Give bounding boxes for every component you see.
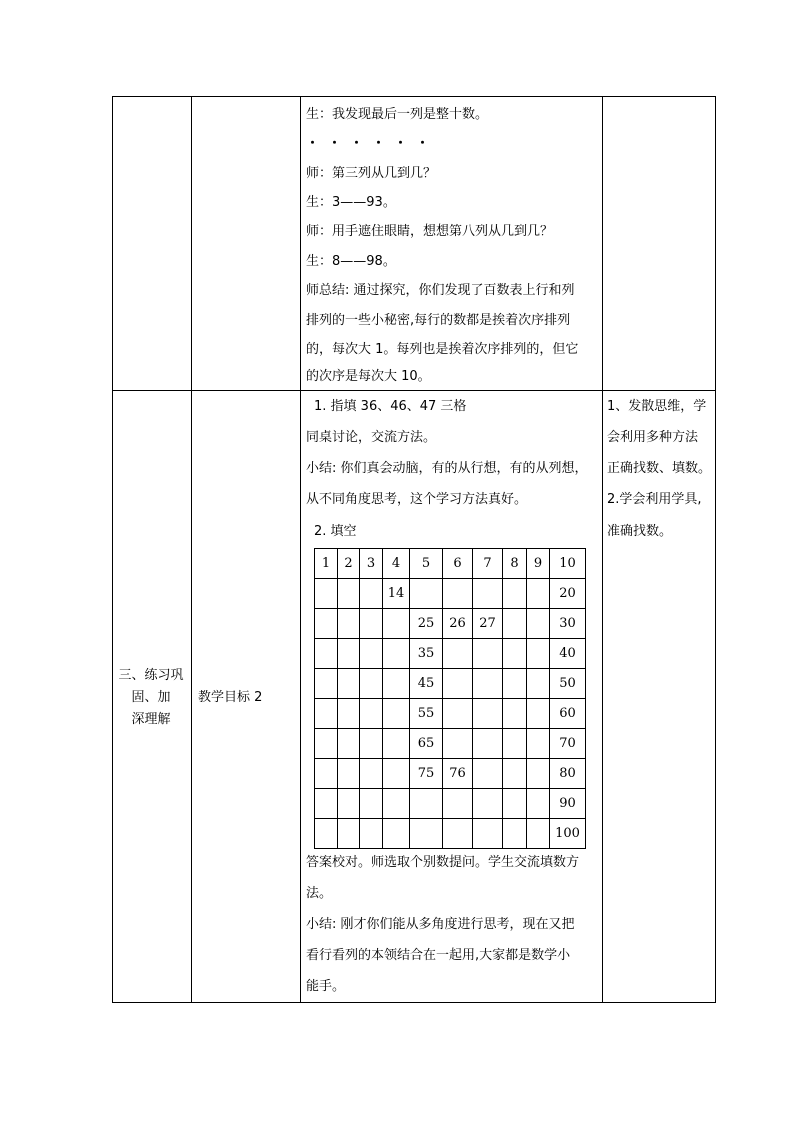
grid-cell-blank	[338, 579, 360, 609]
grid-cell-blank	[410, 579, 443, 609]
grid-cell-blank	[527, 789, 550, 819]
grid-cell: 7	[473, 549, 503, 579]
grid-cell-blank	[473, 579, 503, 609]
grid-cell: 20	[550, 579, 586, 609]
grid-cell: 30	[550, 609, 586, 639]
intent-line: 正确找数、填数。	[607, 461, 712, 476]
grid-row	[315, 609, 586, 639]
grid-cell-blank	[338, 699, 360, 729]
column-divider-3	[602, 96, 603, 1002]
grid-row	[315, 549, 586, 579]
grid-cell-blank	[383, 609, 410, 639]
grid-cell: 3	[360, 549, 383, 579]
grid-cell-blank	[315, 729, 338, 759]
grid-cell-blank	[443, 729, 473, 759]
grid-cell: 2	[338, 549, 360, 579]
grid-row	[315, 759, 586, 789]
grid-cell-blank	[315, 699, 338, 729]
grid-cell-blank	[338, 759, 360, 789]
grid-cell: 35	[410, 639, 443, 669]
grid-cell: 90	[550, 789, 586, 819]
grid-cell-blank	[383, 789, 410, 819]
grid-cell: 70	[550, 729, 586, 759]
grid-cell-blank	[473, 729, 503, 759]
grid-cell: 100	[550, 819, 586, 849]
grid-cell: 40	[550, 639, 586, 669]
grid-cell-blank	[360, 819, 383, 849]
grid-cell-blank	[473, 669, 503, 699]
process-line: 师：用手遮住眼睛，想想第八列从几到几？	[306, 224, 554, 239]
process-line: 看行看列的本领结合在一起用,大家都是数学小	[306, 948, 571, 963]
grid-cell: 75	[410, 759, 443, 789]
process-line: 师总结: 通过探究，你们发现了百数表上行和列	[306, 283, 575, 298]
grid-cell-blank	[473, 639, 503, 669]
grid-cell-blank	[338, 639, 360, 669]
grid-cell-blank	[360, 729, 383, 759]
grid-cell-blank	[383, 729, 410, 759]
table-right-border	[715, 96, 716, 1002]
grid-cell-blank	[503, 729, 527, 759]
grid-cell-blank	[338, 669, 360, 699]
grid-row	[315, 669, 586, 699]
grid-cell-blank	[527, 699, 550, 729]
grid-cell-blank	[527, 609, 550, 639]
column-divider-1	[191, 96, 192, 1002]
table-left-border	[112, 96, 113, 1002]
grid-cell-blank	[315, 789, 338, 819]
grid-cell-blank	[527, 669, 550, 699]
exercise-2-heading: 2. 填空	[314, 524, 357, 539]
teaching-goal: 教学目标 2	[198, 690, 263, 705]
process-line: 小结: 你们真会动脑，有的从行想，有的从列想，	[306, 461, 588, 476]
grid-cell: 50	[550, 669, 586, 699]
column-divider-2	[300, 96, 301, 1002]
grid-cell-blank	[527, 639, 550, 669]
grid-cell-blank	[503, 669, 527, 699]
grid-row	[315, 699, 586, 729]
grid-cell: 60	[550, 699, 586, 729]
grid-cell: 10	[550, 549, 586, 579]
grid-cell-blank	[360, 639, 383, 669]
grid-cell-blank	[315, 609, 338, 639]
grid-row	[315, 819, 586, 849]
grid-cell-blank	[503, 639, 527, 669]
grid-cell-blank	[503, 579, 527, 609]
process-line: 生：我发现最后一列是整十数。	[306, 107, 489, 122]
intent-line: 2.学会利用学具,	[607, 492, 702, 507]
process-line: 同桌讨论，交流方法。	[306, 430, 437, 445]
grid-cell-blank	[503, 759, 527, 789]
grid-cell-blank	[503, 699, 527, 729]
grid-cell: 55	[410, 699, 443, 729]
process-line: 小结: 刚才你们能从多角度进行思考，现在又把	[306, 917, 575, 932]
grid-cell: 6	[443, 549, 473, 579]
grid-cell-blank	[443, 789, 473, 819]
grid-cell-blank	[503, 789, 527, 819]
grid-cell-blank	[360, 609, 383, 639]
process-line: 生：8——98。	[306, 254, 396, 269]
grid-cell-blank	[527, 759, 550, 789]
grid-cell-blank	[527, 819, 550, 849]
grid-cell-blank	[315, 639, 338, 669]
grid-cell-blank	[473, 699, 503, 729]
grid-cell: 5	[410, 549, 443, 579]
intent-line: 1、发散思维，学	[607, 399, 707, 414]
grid-cell-blank	[443, 639, 473, 669]
process-line: 答案校对。师选取个别数提问。学生交流填数方	[306, 855, 580, 870]
grid-cell-blank	[383, 669, 410, 699]
grid-cell: 27	[473, 609, 503, 639]
grid-cell: 14	[383, 579, 410, 609]
grid-row	[315, 579, 586, 609]
grid-cell-blank	[338, 729, 360, 759]
grid-cell-blank	[338, 819, 360, 849]
grid-cell: 8	[503, 549, 527, 579]
grid-cell-blank	[443, 579, 473, 609]
process-line: 师：第三列从几到几？	[306, 166, 437, 181]
grid-cell: 25	[410, 609, 443, 639]
stage-label-line: 深理解	[131, 712, 171, 727]
grid-cell-blank	[473, 789, 503, 819]
grid-cell-blank	[360, 759, 383, 789]
grid-cell-blank	[443, 669, 473, 699]
ellipsis-dots: ・・・・・・	[306, 136, 439, 151]
grid-cell-blank	[410, 789, 443, 819]
process-line: 法。	[306, 886, 333, 901]
grid-cell-blank	[443, 819, 473, 849]
grid-cell-blank	[410, 819, 443, 849]
hundred-chart-grid	[314, 548, 586, 849]
grid-cell: 1	[315, 549, 338, 579]
grid-cell-blank	[383, 759, 410, 789]
stage-label	[114, 665, 188, 731]
grid-cell-blank	[315, 759, 338, 789]
stage-label-line: 三、练习巩	[118, 668, 184, 683]
process-line: 能手。	[306, 979, 346, 994]
grid-cell-blank	[443, 699, 473, 729]
stage-label-line: 固、加	[131, 690, 171, 705]
grid-cell-blank	[315, 579, 338, 609]
grid-cell-blank	[338, 789, 360, 819]
grid-cell-blank	[383, 699, 410, 729]
process-line: 的次序是每次大 10。	[306, 369, 431, 384]
grid-cell-blank	[473, 759, 503, 789]
grid-cell-blank	[503, 819, 527, 849]
grid-cell-blank	[360, 789, 383, 819]
grid-cell-blank	[527, 579, 550, 609]
grid-cell-blank	[527, 729, 550, 759]
grid-cell-blank	[338, 609, 360, 639]
grid-cell-blank	[315, 819, 338, 849]
grid-cell-blank	[473, 819, 503, 849]
grid-cell-blank	[360, 699, 383, 729]
intent-line: 会利用多种方法	[607, 430, 699, 445]
grid-row	[315, 639, 586, 669]
grid-cell-blank	[383, 819, 410, 849]
grid-cell: 76	[443, 759, 473, 789]
grid-cell: 9	[527, 549, 550, 579]
process-line: 排列的一些小秘密,每行的数都是挨着次序排列	[306, 313, 571, 328]
exercise-1-heading: 1. 指填 36、46、47 三格	[314, 399, 467, 414]
grid-row	[315, 729, 586, 759]
process-line: 的，每次大 1。每列也是挨着次序排列的，但它	[306, 342, 579, 357]
grid-cell-blank	[383, 639, 410, 669]
grid-cell: 26	[443, 609, 473, 639]
grid-cell: 80	[550, 759, 586, 789]
grid-cell-blank	[360, 579, 383, 609]
grid-cell: 45	[410, 669, 443, 699]
grid-cell: 65	[410, 729, 443, 759]
grid-cell-blank	[360, 669, 383, 699]
intent-line: 准确找数。	[607, 524, 673, 539]
grid-cell-blank	[315, 669, 338, 699]
process-line: 从不同角度思考，这个学习方法真好。	[306, 492, 528, 507]
grid-cell-blank	[503, 609, 527, 639]
process-line: 生：3——93。	[306, 195, 396, 210]
grid-row	[315, 789, 586, 819]
grid-cell: 4	[383, 549, 410, 579]
